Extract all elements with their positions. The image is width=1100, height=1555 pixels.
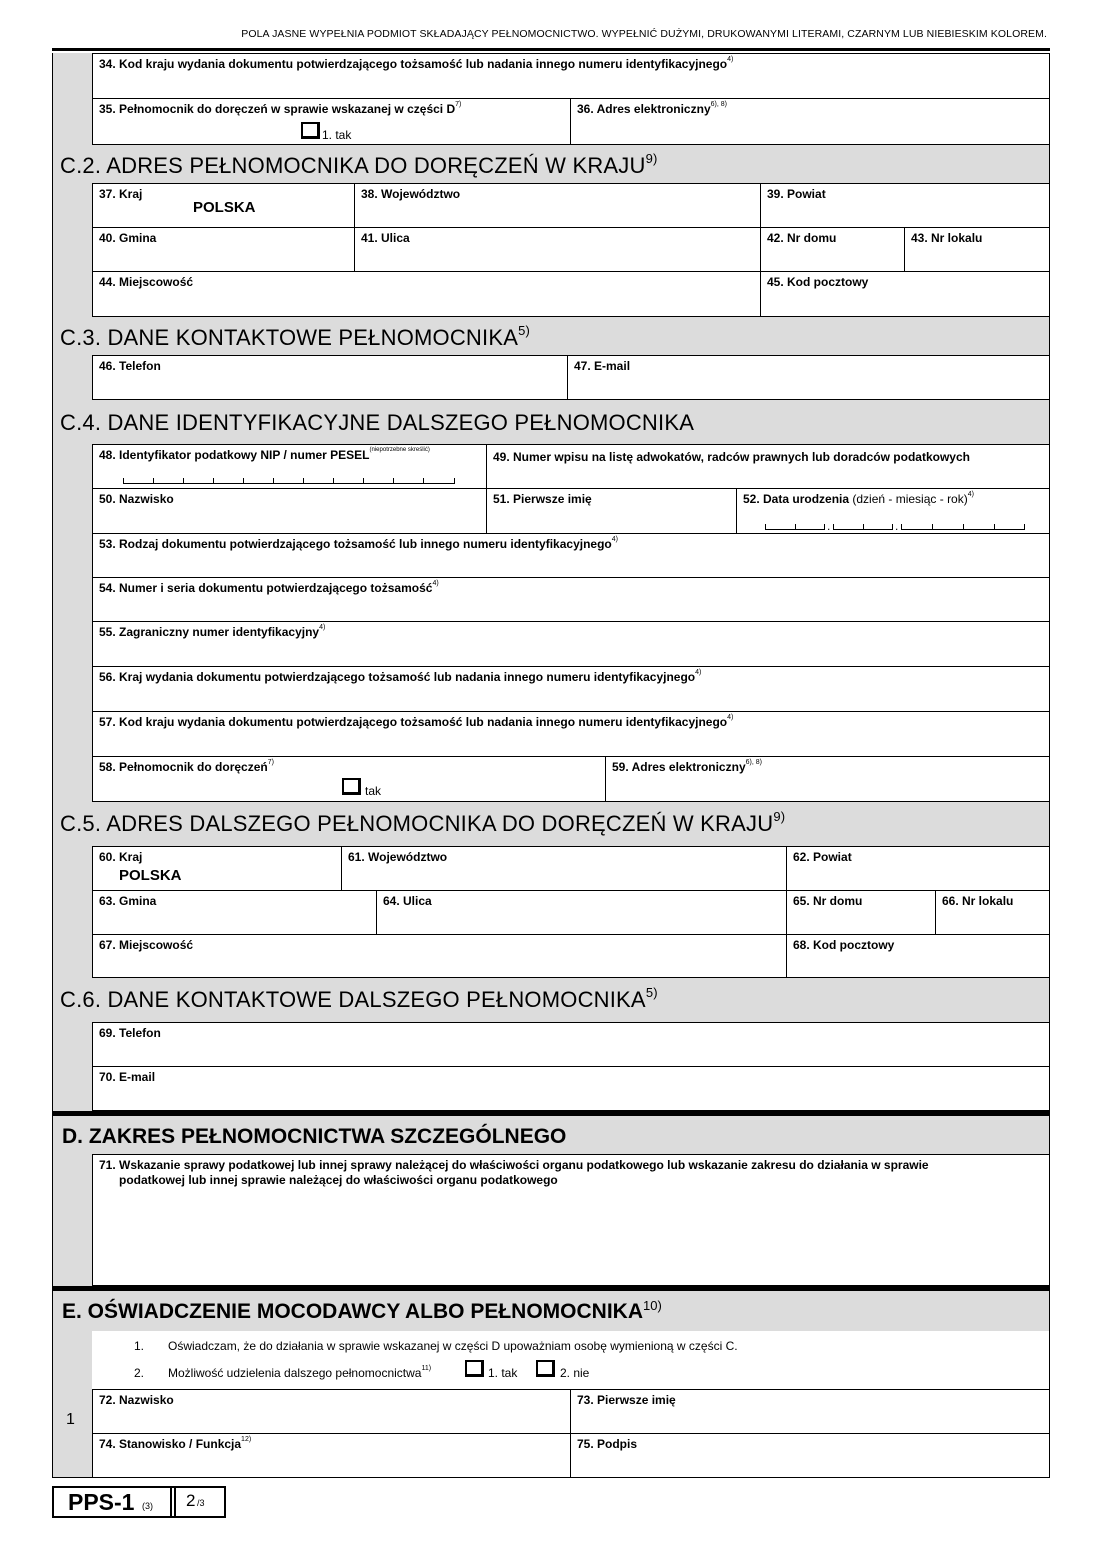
field-75-label: 75. Podpis [577, 1437, 638, 1451]
field-66[interactable] [935, 890, 1050, 935]
field-63[interactable] [92, 890, 377, 935]
section-c2-title-text: C.2. ADRES PEŁNOMOCNIKA DO DORĘCZEŃ W KRAJU [60, 153, 646, 178]
footnote-ref: 7) [267, 759, 274, 766]
field-54[interactable] [92, 577, 1050, 622]
field-53[interactable] [92, 533, 1050, 578]
field-73-label: 73. Pierwsze imię [577, 1393, 676, 1407]
field-57-label: 57. Kod kraju wydania dokumentu potwierdzającego tożsamość lub nadania innego numeru identyfikacyjnego [99, 715, 728, 729]
footnote-ref: 4) [727, 56, 734, 63]
field-68-label: 68. Kod pocztowy [793, 938, 895, 952]
field-68[interactable] [786, 934, 1050, 978]
field-47[interactable] [567, 355, 1050, 400]
footnote-ref: 4) [967, 491, 974, 498]
field-49[interactable] [486, 444, 1050, 489]
field-55-label: 55. Zagraniczny numer identyfikacyjny [99, 625, 320, 639]
signer-row-number: 1 [66, 1411, 75, 1428]
field-52-year-boxes [901, 523, 1025, 530]
section-e-margin [52, 1331, 92, 1478]
section-e-statements [92, 1331, 1050, 1389]
field-43[interactable] [904, 227, 1050, 272]
field-41-label: 41. Ulica [361, 231, 410, 245]
field-64[interactable] [376, 890, 787, 935]
field-47-label: 47. E-mail [574, 359, 631, 373]
field-57[interactable] [92, 711, 1050, 757]
field-74-label: 74. Stanowisko / Funkcja [99, 1437, 242, 1451]
section-c3-title-text: C.3. DANE KONTAKTOWE PEŁNOMOCNIKA [60, 325, 519, 350]
footnote-ref: 9) [645, 151, 658, 166]
field-71[interactable] [92, 1154, 1050, 1286]
field-65-label: 65. Nr domu [793, 894, 863, 908]
statement-1-number: 1. [134, 1339, 145, 1353]
field-40[interactable] [92, 227, 355, 272]
section-c5-title [60, 811, 785, 837]
section-d-title: D. ZAKRES PEŁNOMOCNICTWA SZCZEGÓLNEGO [62, 1125, 567, 1148]
section-e-title [62, 1300, 662, 1324]
field-48-note: (niepotrzebne skreślić) [369, 447, 430, 453]
field-56-label: 56. Kraj wydania dokumentu potwierdzającego tożsamość lub nadania innego numeru identyfikacyjnego [99, 670, 696, 684]
further-authorization-no-label: 2. nie [560, 1366, 590, 1380]
field-67-label: 67. Miejscowość [99, 938, 194, 952]
section-c4-title: C.4. DANE IDENTYFIKACYJNE DALSZEGO PEŁNOMOCNIKA [60, 410, 695, 435]
footnote-ref: 6), 8) [745, 759, 762, 766]
field-35-label: 35. Pełnomocnik do doręczeń w sprawie wskazanej w części D [99, 102, 456, 116]
field-51-label: 51. Pierwsze imię [493, 492, 592, 506]
field-35-checkbox-tak[interactable] [301, 122, 320, 139]
page-number-box [170, 1486, 226, 1518]
section-c1-margin [52, 53, 92, 145]
field-60-value: POLSKA [119, 867, 182, 884]
field-40-label: 40. Gmina [99, 231, 157, 245]
field-70[interactable] [92, 1066, 1050, 1111]
section-c6-title [60, 987, 658, 1013]
field-60-label: 60. Kraj [99, 850, 143, 864]
field-43-label: 43. Nr lokalu [911, 231, 983, 245]
section-c5-title-text: C.5. ADRES DALSZEGO PEŁNOMOCNIKA DO DORĘCZEŃ W KRAJU [60, 811, 774, 836]
field-50-label: 50. Nazwisko [99, 492, 174, 506]
form-code-box [52, 1486, 176, 1518]
statement-1-text: Oświadczam, że do działania w sprawie wskazanej w części D upoważniam osobę wymienioną w części C. [168, 1339, 738, 1353]
field-45[interactable] [760, 271, 1050, 317]
field-59-label: 59. Adres elektroniczny [612, 760, 746, 774]
field-51[interactable] [486, 488, 737, 534]
section-c5-margin [52, 846, 92, 978]
field-48-digit-boxes [123, 477, 455, 484]
footnote-ref: 11) [421, 1365, 432, 1372]
field-58-option-label: tak [365, 784, 382, 798]
section-c2-margin [52, 183, 92, 317]
field-61[interactable] [341, 846, 787, 891]
field-65[interactable] [786, 890, 936, 935]
field-38-label: 38. Województwo [361, 187, 461, 201]
field-72-label: 72. Nazwisko [99, 1393, 174, 1407]
field-53-label: 53. Rodzaj dokumentu potwierdzającego tożsamość lub innego numeru identyfikacyjnego [99, 537, 612, 551]
field-42-label: 42. Nr domu [767, 231, 837, 245]
section-d-margin [52, 1154, 92, 1286]
footnote-ref: 4) [727, 714, 734, 721]
field-41[interactable] [354, 227, 761, 272]
field-48-label: 48. Identyfikator podatkowy NIP / numer PESEL [99, 448, 370, 462]
field-61-label: 61. Województwo [348, 850, 448, 864]
field-62-label: 62. Powiat [793, 850, 852, 864]
field-35-option-label: 1. tak [322, 128, 352, 142]
field-63-label: 63. Gmina [99, 894, 157, 908]
field-55[interactable] [92, 621, 1050, 667]
section-c3-title [60, 325, 530, 351]
footnote-ref: 7) [455, 101, 462, 108]
field-52-label: 52. Data urodzenia [743, 492, 850, 506]
form-code: PPS-1 [68, 1489, 135, 1515]
field-75[interactable] [570, 1433, 1050, 1478]
field-36-label: 36. Adres elektroniczny [577, 102, 711, 116]
field-48[interactable] [92, 444, 487, 489]
field-59[interactable] [605, 756, 1050, 802]
footnote-ref: 4) [432, 580, 439, 587]
footnote-ref: 10) [643, 1298, 662, 1313]
section-c2-title [60, 153, 658, 179]
field-46-label: 46. Telefon [99, 359, 161, 373]
field-58-checkbox-tak[interactable] [342, 778, 361, 795]
footnote-ref: 5) [645, 985, 658, 1000]
field-71-label-line2: podatkowej lub innej sprawie należącej do właściwości organu podatkowego [119, 1173, 558, 1187]
field-52-hint: (dzień - miesiąc - rok) [852, 492, 968, 506]
field-38[interactable] [354, 183, 761, 228]
field-49-label: 49. Numer wpisu na listę adwokatów, radców prawnych lub doradców podatkowych [493, 450, 970, 464]
field-44-label: 44. Miejscowość [99, 275, 194, 289]
footnote-ref: 6), 8) [710, 101, 727, 108]
field-37-value: POLSKA [193, 199, 256, 216]
field-73[interactable] [570, 1389, 1050, 1434]
field-44[interactable] [92, 271, 761, 317]
field-36[interactable] [570, 98, 1050, 145]
footnote-ref: 4) [695, 669, 702, 676]
field-69[interactable] [92, 1022, 1050, 1067]
field-45-label: 45. Kod pocztowy [767, 275, 869, 289]
section-e-title-text: E. OŚWIADCZENIE MOCODAWCY ALBO PEŁNOMOCNIKA [62, 1300, 644, 1323]
further-authorization-yes-checkbox[interactable] [465, 1360, 484, 1377]
date-separator: . [827, 519, 831, 533]
header-instruction: POLA JASNE WYPEŁNIA PODMIOT SKŁADAJĄCY PEŁNOMOCNICTWO. WYPEŁNIĆ DUŻYMI, DRUKOWANYMI LITERAMI, CZARNYM LUB NIEBIESKIM KOLOREM. [241, 28, 1047, 40]
field-72[interactable] [92, 1389, 571, 1434]
form-version: (3) [142, 1501, 153, 1511]
statement-2-number: 2. [134, 1366, 145, 1380]
field-34[interactable] [92, 53, 1050, 99]
field-52-month-boxes [833, 523, 893, 530]
field-37-label: 37. Kraj [99, 187, 143, 201]
footnote-ref: 12) [241, 1436, 252, 1443]
field-62[interactable] [786, 846, 1050, 891]
footnote-ref: 4) [611, 536, 618, 543]
field-69-label: 69. Telefon [99, 1026, 161, 1040]
field-71-label-line1: 71. Wskazanie sprawy podatkowej lub innej sprawy należącej do właściwości organu podatkowego lub wskazanie zakresu do działania w sprawie [99, 1158, 929, 1172]
field-35[interactable] [92, 98, 571, 145]
footnote-ref: 4) [319, 624, 326, 631]
field-74[interactable] [92, 1433, 571, 1478]
statement-2-label: Możliwość udzielenia dalszego pełnomocnictwa [168, 1366, 422, 1380]
field-64-label: 64. Ulica [383, 894, 432, 908]
field-37[interactable] [92, 183, 355, 228]
field-56[interactable] [92, 666, 1050, 712]
section-c6-margin [52, 1022, 92, 1111]
section-c3-margin [52, 355, 92, 400]
statement-2-text [168, 1366, 431, 1380]
field-58[interactable] [92, 756, 606, 802]
footnote-ref: 9) [773, 809, 786, 824]
field-58-label: 58. Pełnomocnik do doręczeń [99, 760, 268, 774]
date-separator: . [895, 519, 899, 533]
page-total: /3 [197, 1498, 205, 1508]
field-66-label: 66. Nr lokalu [942, 894, 1014, 908]
field-39[interactable] [760, 183, 1050, 228]
field-67[interactable] [92, 934, 787, 978]
field-54-label: 54. Numer i seria dokumentu potwierdzającego tożsamość [99, 581, 433, 595]
further-authorization-no-checkbox[interactable] [536, 1360, 555, 1377]
field-46[interactable] [92, 355, 568, 400]
top-rule [52, 48, 1050, 51]
field-52-day-boxes [765, 523, 825, 530]
field-70-label: 70. E-mail [99, 1070, 156, 1084]
field-52[interactable] [736, 488, 1050, 534]
field-50[interactable] [92, 488, 487, 534]
field-34-label: 34. Kod kraju wydania dokumentu potwierdzającego tożsamość lub nadania innego numeru identyfikacyjnego [99, 57, 728, 71]
field-39-label: 39. Powiat [767, 187, 826, 201]
field-42[interactable] [760, 227, 905, 272]
section-c4-margin [52, 444, 92, 802]
section-c6-title-text: C.6. DANE KONTAKTOWE DALSZEGO PEŁNOMOCNIKA [60, 987, 646, 1012]
field-60[interactable] [92, 846, 342, 891]
footnote-ref: 5) [518, 323, 531, 338]
page-number: 2 [186, 1491, 196, 1510]
further-authorization-yes-label: 1. tak [488, 1366, 518, 1380]
